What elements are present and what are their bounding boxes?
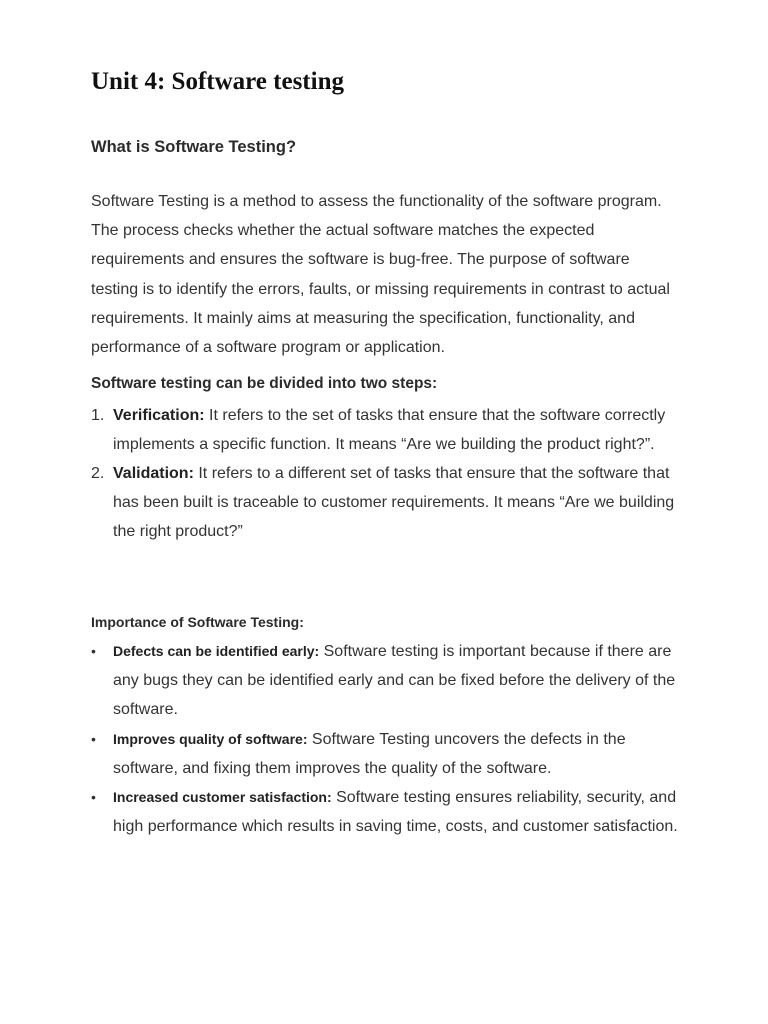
bullet-icon: • <box>91 730 96 747</box>
step-term: Verification: <box>113 407 205 424</box>
importance-term: Increased customer satisfaction: <box>113 789 332 806</box>
step-text: It refers to a different set of tasks that ensure that the software that has been built is traceable to customer requirements. It means “Are we building the right product?” <box>113 465 675 540</box>
step-text: It refers to the set of tasks that ensure that the software correctly implements a specific function. It means “Are we building the product right?”. <box>113 407 666 453</box>
document-title: Unit 4: Software testing <box>91 68 344 95</box>
importance-term: Defects can be identified early: <box>113 643 320 659</box>
section-heading: What is Software Testing? <box>91 138 297 156</box>
importance-text: Software testing is important because if there are any bugs they can be identified early and can be fixed before the delivery of the software. <box>113 643 676 719</box>
step-number: 1. <box>91 407 105 424</box>
importance-heading: Importance of Software Testing: <box>91 614 304 630</box>
bullet-icon: • <box>91 643 96 659</box>
step-item-validation <box>91 459 681 546</box>
steps-list <box>91 401 681 546</box>
steps-heading: Software testing can be divided into two steps: <box>91 375 438 392</box>
importance-term: Improves quality of software: <box>113 730 308 747</box>
importance-item-early-defects <box>91 637 681 725</box>
importance-text: Software testing ensures reliability, security, and high performance which results in saving time, costs, and customer satisfaction. <box>113 789 678 836</box>
importance-list <box>91 637 681 841</box>
bullet-icon: • <box>91 789 96 806</box>
importance-item-satisfaction <box>91 783 681 841</box>
step-item-verification <box>91 401 681 459</box>
step-term: Validation: <box>113 465 194 482</box>
importance-item-quality <box>91 725 681 783</box>
step-number: 2. <box>91 465 105 482</box>
importance-text: Software Testing uncovers the defects in the software, and fixing them improves the quality of the software. <box>113 730 626 777</box>
intro-paragraph: Software Testing is a method to assess the functionality of the software program. The process checks whether the actual software matches the expected requirements and ensures the software is bug-free. The purpose of software testing is to identify the errors, faults, or missing requirements in contrast to actual requirements. It mainly aims at measuring the specification, functionality, and performance of a software program or application. <box>91 193 670 357</box>
